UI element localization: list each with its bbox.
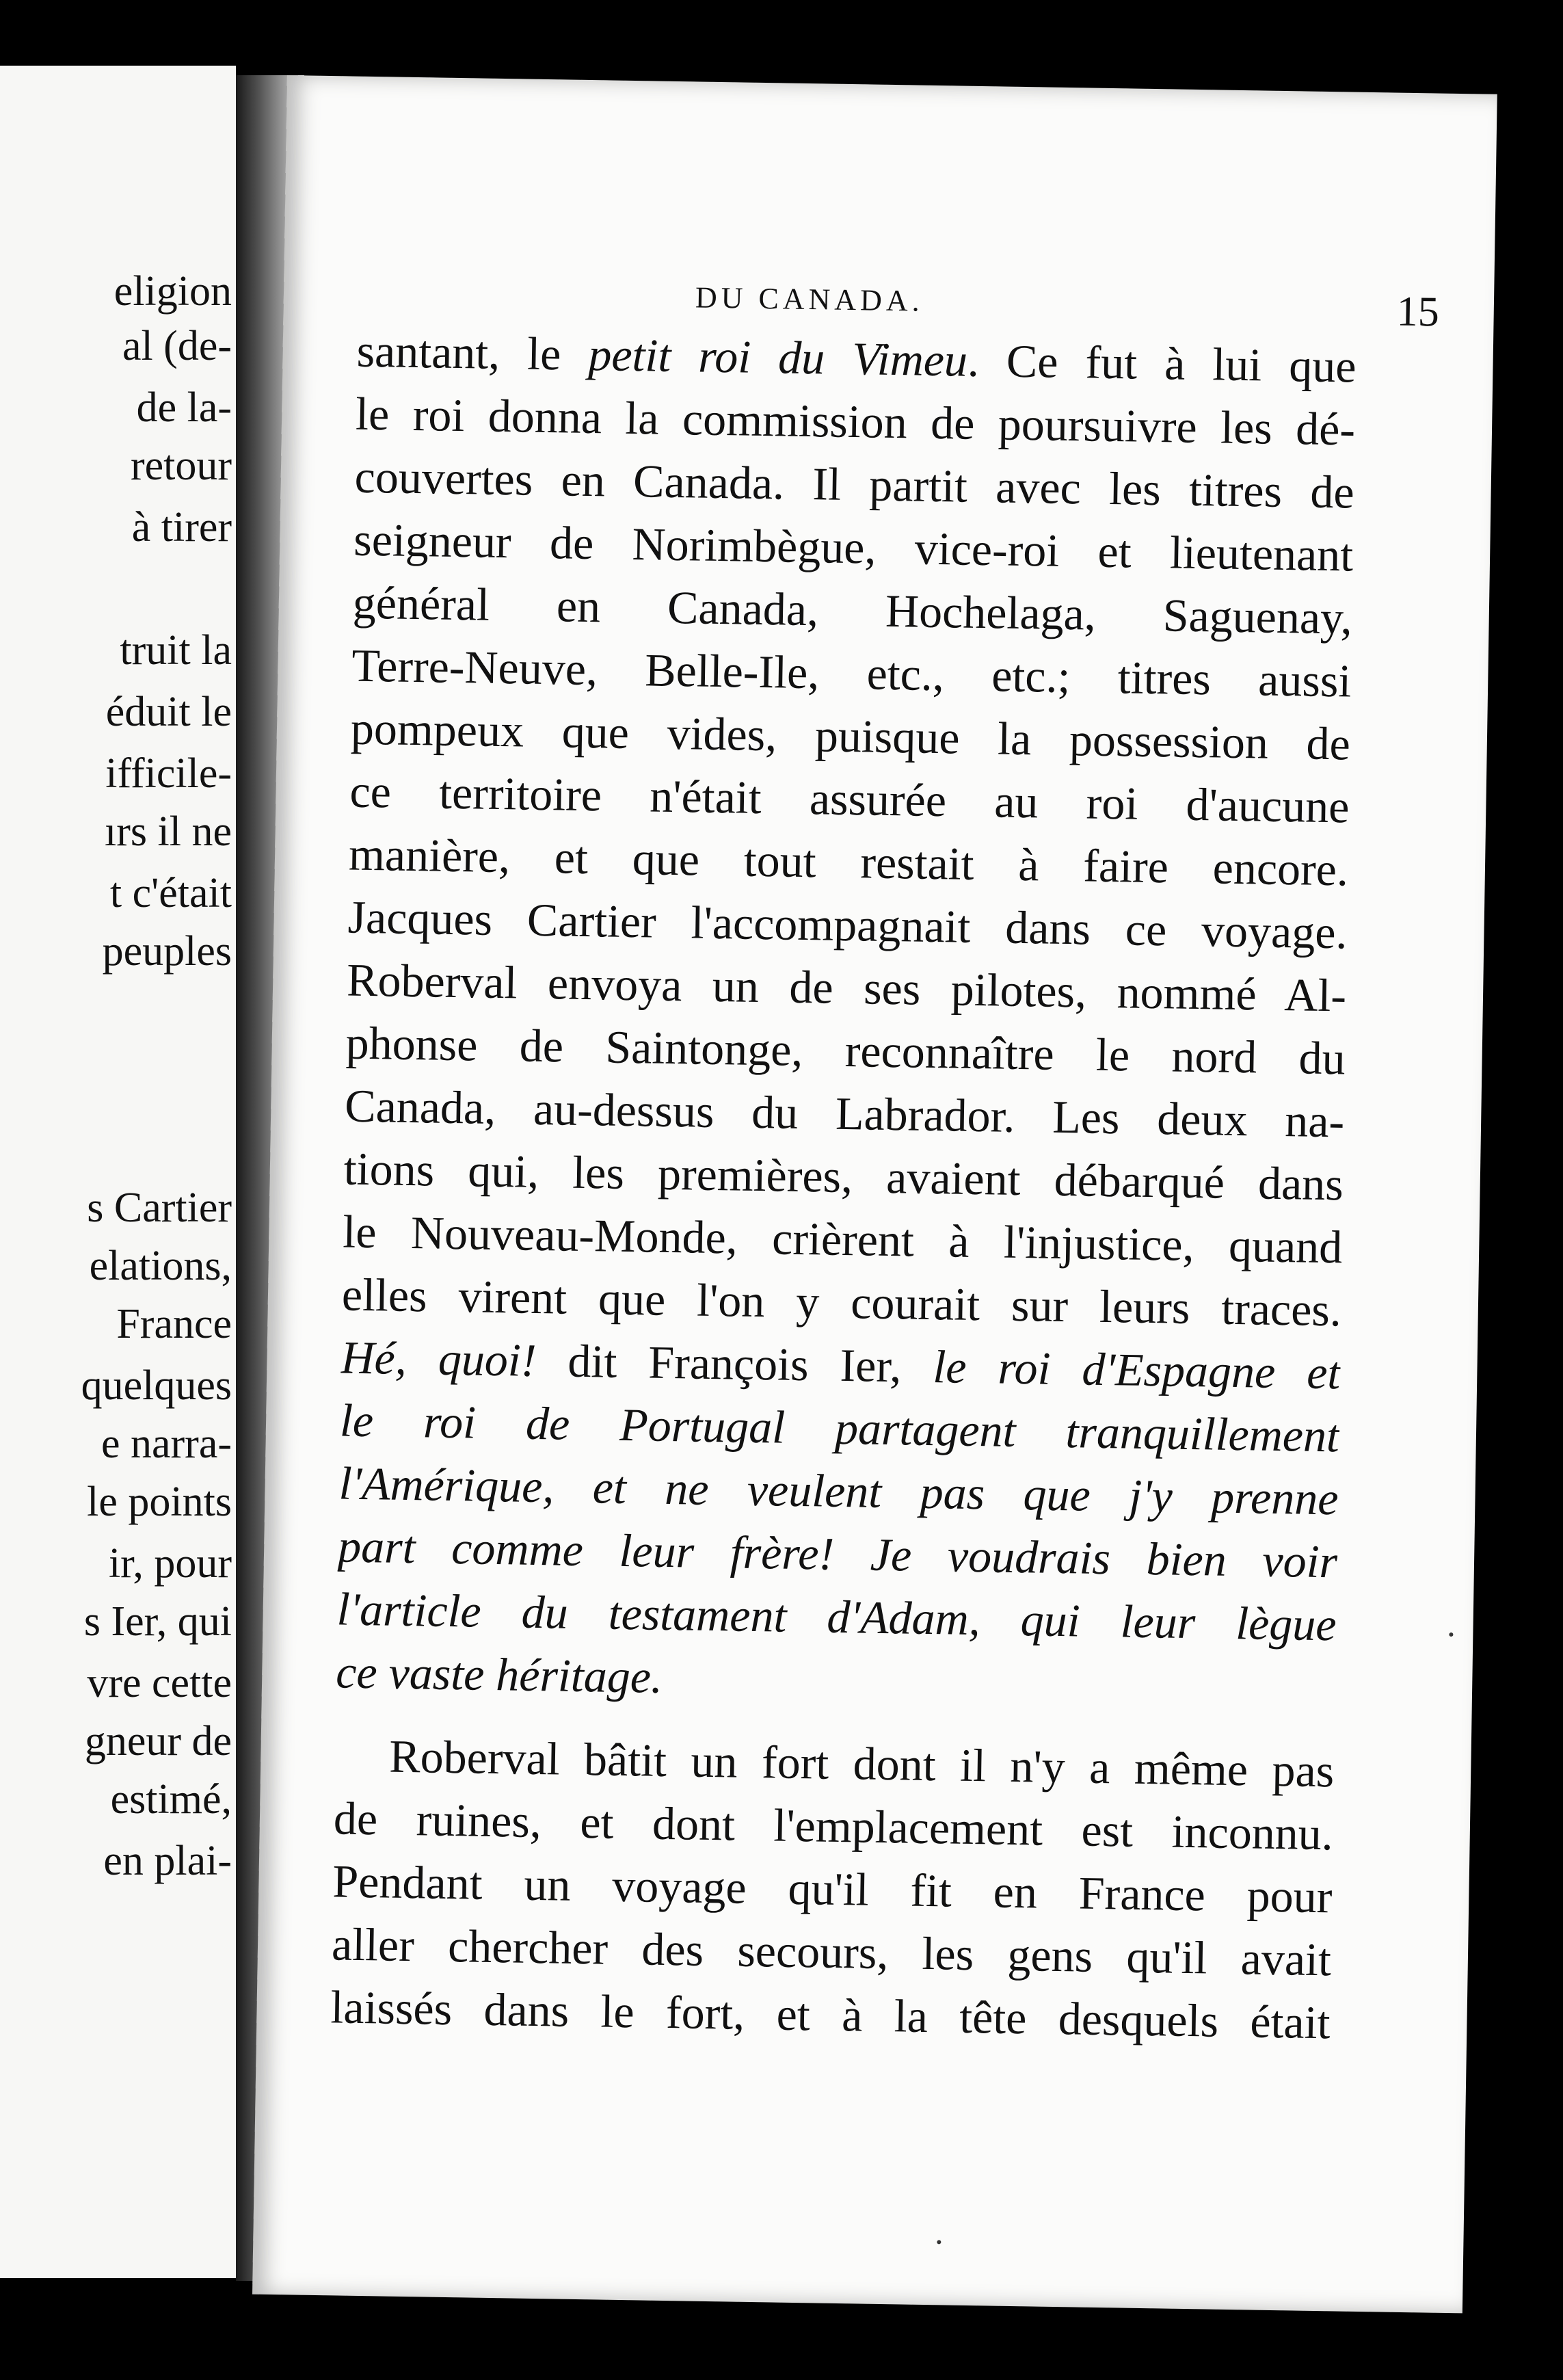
left-page-line: le points (87, 1479, 232, 1525)
text-line: le Nouveau-Monde, crièrent à l'injustice, quand (342, 1205, 1343, 1273)
left-page-line: peuples (102, 928, 232, 975)
left-page-line: s Ier, qui (83, 1598, 232, 1645)
text-line: manière, et que tout restait à faire encore. (348, 828, 1349, 896)
text-line: laissés dans le fort, et à la tête desquels était (330, 1981, 1331, 2049)
text-line: l'Amérique, et ne veulent pas que j'y prenne (338, 1457, 1339, 1525)
left-page-line: truit la (120, 627, 232, 674)
text-line: Hé, quoi! dit François Ier, le roi d'Espagne et (340, 1331, 1341, 1399)
left-page-line: à tirer (131, 504, 232, 551)
text-line: couvertes en Canada. Il partit avec les titres de (354, 450, 1355, 518)
left-page-line: quelques (81, 1362, 232, 1409)
left-page-line: retour (130, 442, 232, 489)
left-page-line: al (de- (122, 323, 232, 369)
text-line: de ruines, et dont l'emplacement est inconnu. (333, 1792, 1334, 1860)
left-page-line: s Cartier (87, 1185, 232, 1231)
page-number: 15 (1396, 288, 1440, 336)
left-page-line: de la- (136, 384, 232, 431)
text-line: le roi donna la commission de poursuivre les dé- (355, 387, 1356, 455)
running-head: DU CANADA. (695, 280, 924, 318)
text-line: Pendant un voyage qu'il fit en France pour (332, 1855, 1333, 1923)
left-page-line: t c'était (109, 870, 232, 916)
text-line: général en Canada, Hochelaga, Saguenay, (352, 576, 1353, 644)
left-page-line: estimé, (110, 1776, 232, 1823)
left-page-line: ırs il ne (105, 808, 232, 855)
text-line: santant, le petit roi du Vimeu. Ce fut à lui que (356, 324, 1357, 393)
left-page-line: en plai- (103, 1838, 232, 1884)
left-page-line: éduit le (105, 689, 232, 735)
left-page-line: ifficile- (105, 750, 232, 797)
text-line: l'article du testament d'Adam, qui leur lègue (336, 1583, 1337, 1651)
text-line: Terre-Neuve, Belle-Ile, etc., etc.; titres aussi (351, 639, 1352, 707)
text-line: Roberval bâtit un fort dont il n'y a même pas (388, 1730, 1335, 1797)
text-line: ce territoire n'était assurée au roi d'aucune (349, 765, 1350, 833)
left-page-line: eligion (113, 268, 232, 315)
text-line: Jacques Cartier l'accompagnait dans ce voyage. (347, 890, 1348, 959)
ink-speck (1449, 1632, 1453, 1637)
text-line: seigneur de Norimbègue, vice-roi et lieutenant (353, 513, 1354, 581)
left-page-line: e narra- (101, 1420, 232, 1467)
text-line: Canada, au-dessus du Labrador. Les deux na- (344, 1079, 1345, 1148)
text-line: aller chercher des secours, les gens qu'il avait (331, 1918, 1332, 1986)
text-line: Roberval envoya un de ses pilotes, nommé Al- (346, 953, 1347, 1022)
text-line: elles virent que l'on y courait sur leurs traces. (341, 1268, 1342, 1336)
text-line: pompeux que vides, puisque la possession de (350, 702, 1351, 770)
left-page-line: ir, pour (108, 1540, 232, 1587)
body-text (330, 319, 1357, 2054)
left-page-line: gneur de (84, 1718, 232, 1764)
ink-speck (937, 2240, 941, 2244)
text-line: tions qui, les premières, avaient débarqué dans (343, 1142, 1344, 1211)
right-page (252, 75, 1497, 2313)
left-page-line: elations, (89, 1243, 232, 1289)
text-line: ce vaste héritage. (335, 1645, 663, 1703)
text-line: le roi de Portugal partagent tranquillement (339, 1394, 1340, 1462)
text-line: phonse de Saintonge, reconnaître le nord du (345, 1016, 1346, 1085)
text-line: part comme leur frère! Je voudrais bien voir (337, 1520, 1338, 1588)
left-page-line: vre cette (87, 1660, 232, 1706)
left-page-fragment (0, 66, 236, 2278)
left-page-line: France (116, 1301, 232, 1347)
